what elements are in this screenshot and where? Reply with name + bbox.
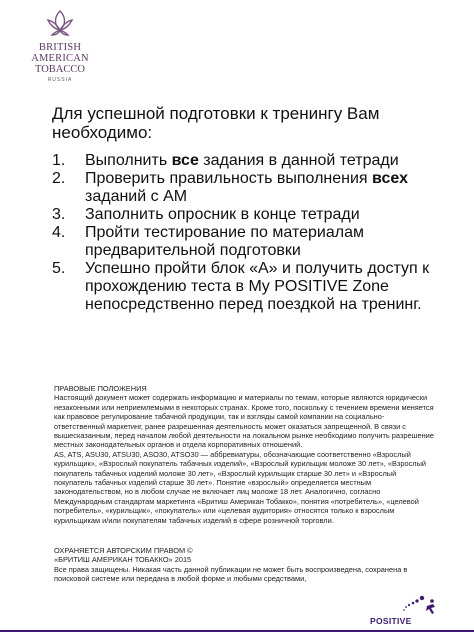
list-item (52, 224, 452, 260)
logo-region: RUSSIA (47, 77, 73, 83)
copyright-line-3: Все права защищены. Никакая часть данной публикации не может быть воспроизведена, сохранена в поисковой системе или передана в любой форме и любыми средствами, (54, 564, 408, 584)
step-text: Успешно пройти блок «А» и получить доступ к прохождению теста в My POSITIVE Zone непосредственно перед поездкой на тренинг. (85, 260, 430, 313)
legal-notice (54, 384, 434, 525)
list-item (52, 152, 452, 170)
copyright-line-1: ОХРАНЯЕТСЯ АВТОРСКИМ ПРАВОМ © (54, 546, 193, 555)
step-text-post: задания в данной тетради (198, 152, 399, 169)
step-text (85, 170, 452, 206)
legal-body: Настоящий документ может содержать информацию и материалы по темам, которые являются юридически незаконными или неприемлемыми в некоторых странах. Кроме того, поскольку с течением времени меняется как правовое регулирование табачной продукции, так и взгляды самой компании на социально-ответственный маркетинг, ранее разрешенная деятельность может оказаться запрещенной. В связи с вышесказанным, перед началом любой деятельности на локальном рынке необходимо получить разрешение местных законодательных органов и отдела корпоративных отношений. (54, 393, 434, 450)
copyright-line-2: «БРИТИШ АМЕРИКАН ТОБАККО» 2015 (54, 555, 192, 565)
leaf-emblem-icon (43, 8, 77, 42)
step-text-bold: все (171, 152, 199, 169)
positive-wordmark: POSITIVE (370, 616, 412, 626)
step-number: 3. (52, 206, 66, 223)
legal-title: ПРАВОВЫЕ ПОЛОЖЕНИЯ (54, 384, 147, 393)
logo-line-2: TOBACCO (35, 64, 85, 75)
list-item (52, 260, 452, 314)
list-item (52, 206, 452, 224)
copyright-notice (54, 546, 434, 584)
page-heading: Для успешной подготовки к тренингу Вам необходимо: (52, 104, 380, 142)
step-number: 1. (52, 152, 66, 169)
legal-abbreviations: AS, ATS, ASU30, ATSU30, ASO30, ATSO30 — аббревиатуры, обозначающие соответственно «Взрослый курильщик», «Взрослый покупатель табачных изделий», «Взрослый курильщик моложе 30 лет», «Взрослый покупатель табачных изделий моложе 30 лет», «Взрослый курильщик старше 30 лет» и «Взрослый покупатель табачных изделий старше 30 лет». Понятие «взрослый» определяется местным законодательством, но в любом случае не включает лиц моложе 18 лет. Аналогично, согласно Международным стандартам маркетинга «Бритиш Американ Тобакко», понятия «потребитель», «целевой потребитель», «курильщик», «покупатель» или «целевая аудитория» относятся только к взрослым курильщикам и/или покупателям табачных изделий в сфере розничной торговли. (54, 449, 427, 525)
step-text-bold: всех (372, 170, 408, 187)
step-text-pre: Выполнить (85, 152, 172, 169)
step-number: 4. (52, 224, 66, 241)
step-number: 5. (52, 260, 66, 277)
step-text-pre: Проверить правильность выполнения (85, 170, 373, 187)
list-item (52, 170, 452, 206)
step-number: 2. (52, 170, 66, 187)
step-text-post: заданий с АМ (85, 188, 188, 205)
logo-line-1: BRITISH AMERICAN (31, 42, 89, 64)
step-text: Заполнить опросник в конце тетради (85, 206, 360, 223)
step-text: Пройти тестирование по материалам предварительной подготовки (85, 224, 364, 259)
bat-logo (12, 8, 108, 83)
steps-list (52, 152, 452, 314)
step-text (85, 152, 452, 170)
positive-logo (370, 592, 446, 628)
